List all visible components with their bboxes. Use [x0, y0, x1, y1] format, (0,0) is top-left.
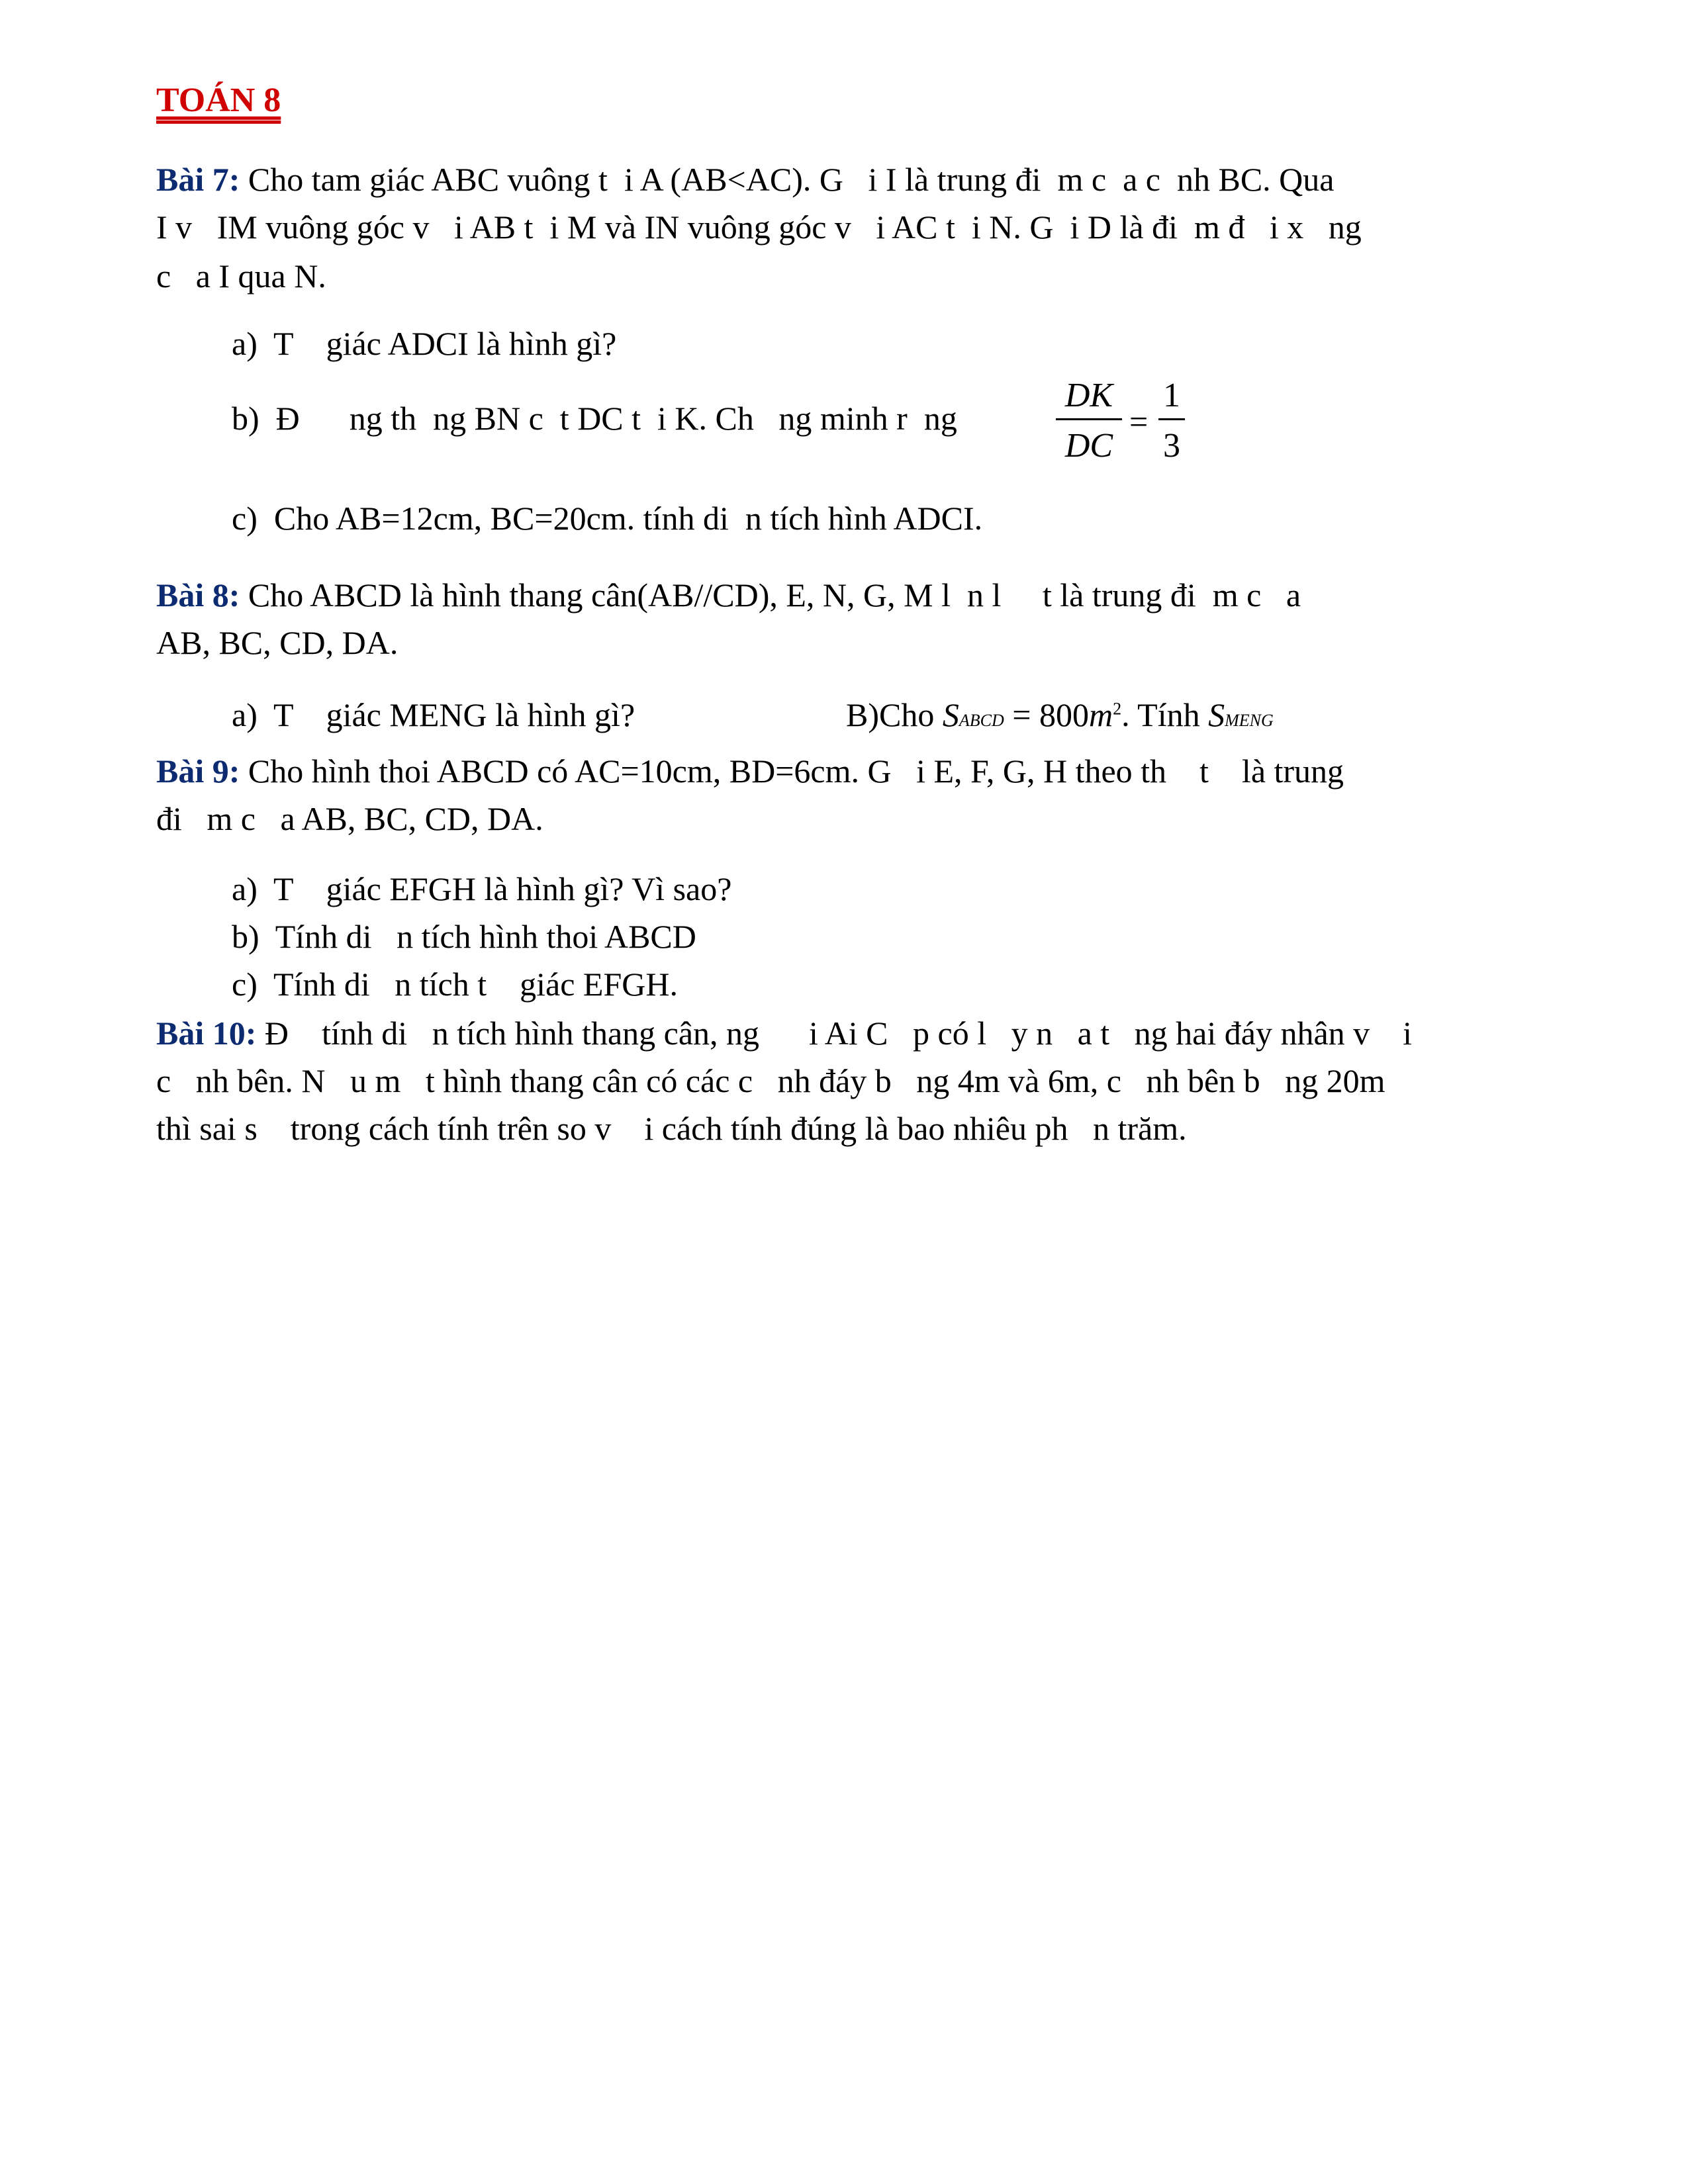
fraction-bar — [1056, 418, 1122, 420]
bai9-text-1: Cho hình thoi ABCD có AC=10cm, BD=6cm. G i E, F, G, H theo th t là trung — [240, 752, 1344, 790]
bai8-item-a: a) T giác MENG là hình gì? — [232, 696, 635, 733]
bai7-text-1: Cho tam giác ABC vuông t i A (AB<AC). G i I là trung đi m c a c nh BC. Qua — [240, 161, 1335, 198]
bai8-item-b — [846, 698, 1274, 731]
bai8-b-prefix: B)Cho — [846, 696, 935, 733]
bai9-item-c: c) Tính di n tích t giác EFGH. — [232, 966, 678, 1003]
bai7-line-2: I v IM vuông góc v i AB t i M và IN vuông góc v i AC t i N. G i D là đi m đ i x ng — [156, 208, 1362, 246]
fraction-one-third — [1158, 376, 1185, 469]
bai7-line-3: c a I qua N. — [156, 257, 326, 295]
fraction-numerator: DK — [1064, 377, 1113, 414]
bai7-item-b: b) Đ ng th ng BN c t DC t i K. Ch ng minh r ng — [232, 400, 957, 437]
bai9-item-a: a) T giác EFGH là hình gì? Vì sao? — [232, 870, 732, 907]
area-value: = 800 — [1012, 696, 1089, 733]
bai10-line-3: thì sai s trong cách tính trên so v i cách tính đúng là bao nhiêu ph n trăm. — [156, 1110, 1187, 1147]
s-meng-subscript: MENG — [1225, 711, 1274, 730]
bai8-label: Bài 8: — [156, 576, 240, 614]
bai8-b-mid: . Tính — [1121, 696, 1200, 733]
fraction-bar — [1158, 418, 1185, 420]
bai10-text-1: Đ tính di n tích hình thang cân, ng i Ai C p có l y n a t ng hai đáy nhân v i — [256, 1015, 1413, 1052]
fraction-numerator: 1 — [1163, 377, 1180, 414]
s-symbol: S — [1208, 696, 1225, 733]
bai10-label: Bài 10: — [156, 1015, 257, 1052]
s-abcd-subscript: ABCD — [959, 711, 1004, 730]
bai8-line-2: AB, BC, CD, DA. — [156, 624, 399, 661]
bai9-line-1 — [156, 754, 1344, 788]
page-title: TOÁN 8 — [156, 81, 281, 119]
bai8-line-1 — [156, 578, 1301, 612]
fraction-dk-dc — [1056, 376, 1122, 469]
bai7-label: Bài 7: — [156, 161, 240, 198]
bai9-label: Bài 9: — [156, 752, 240, 790]
area-unit-exponent: 2 — [1113, 699, 1122, 719]
fraction-denominator: DC — [1064, 427, 1113, 465]
bai7-item-a: a) T giác ADCI là hình gì? — [232, 325, 617, 362]
bai9-line-2: đi m c a AB, BC, CD, DA. — [156, 800, 543, 837]
bai7-item-c: c) Cho AB=12cm, BC=20cm. tính di n tích hình ADCI. — [232, 500, 983, 537]
bai10-line-2: c nh bên. N u m t hình thang cân có các c nh đáy b ng 4m và 6m, c nh bên b ng 20m — [156, 1062, 1385, 1099]
bai8-text-1: Cho ABCD là hình thang cân(AB//CD), E, N, G, M l n l t là trung đi m c a — [240, 576, 1301, 614]
s-symbol: S — [942, 696, 959, 733]
area-unit: m — [1088, 696, 1113, 733]
fraction-denominator: 3 — [1163, 427, 1180, 465]
bai10-line-1 — [156, 1017, 1412, 1050]
bai9-item-b: b) Tính di n tích hình thoi ABCD — [232, 918, 696, 955]
bai7-line-1 — [156, 163, 1334, 196]
equals-sign: = — [1129, 403, 1149, 440]
